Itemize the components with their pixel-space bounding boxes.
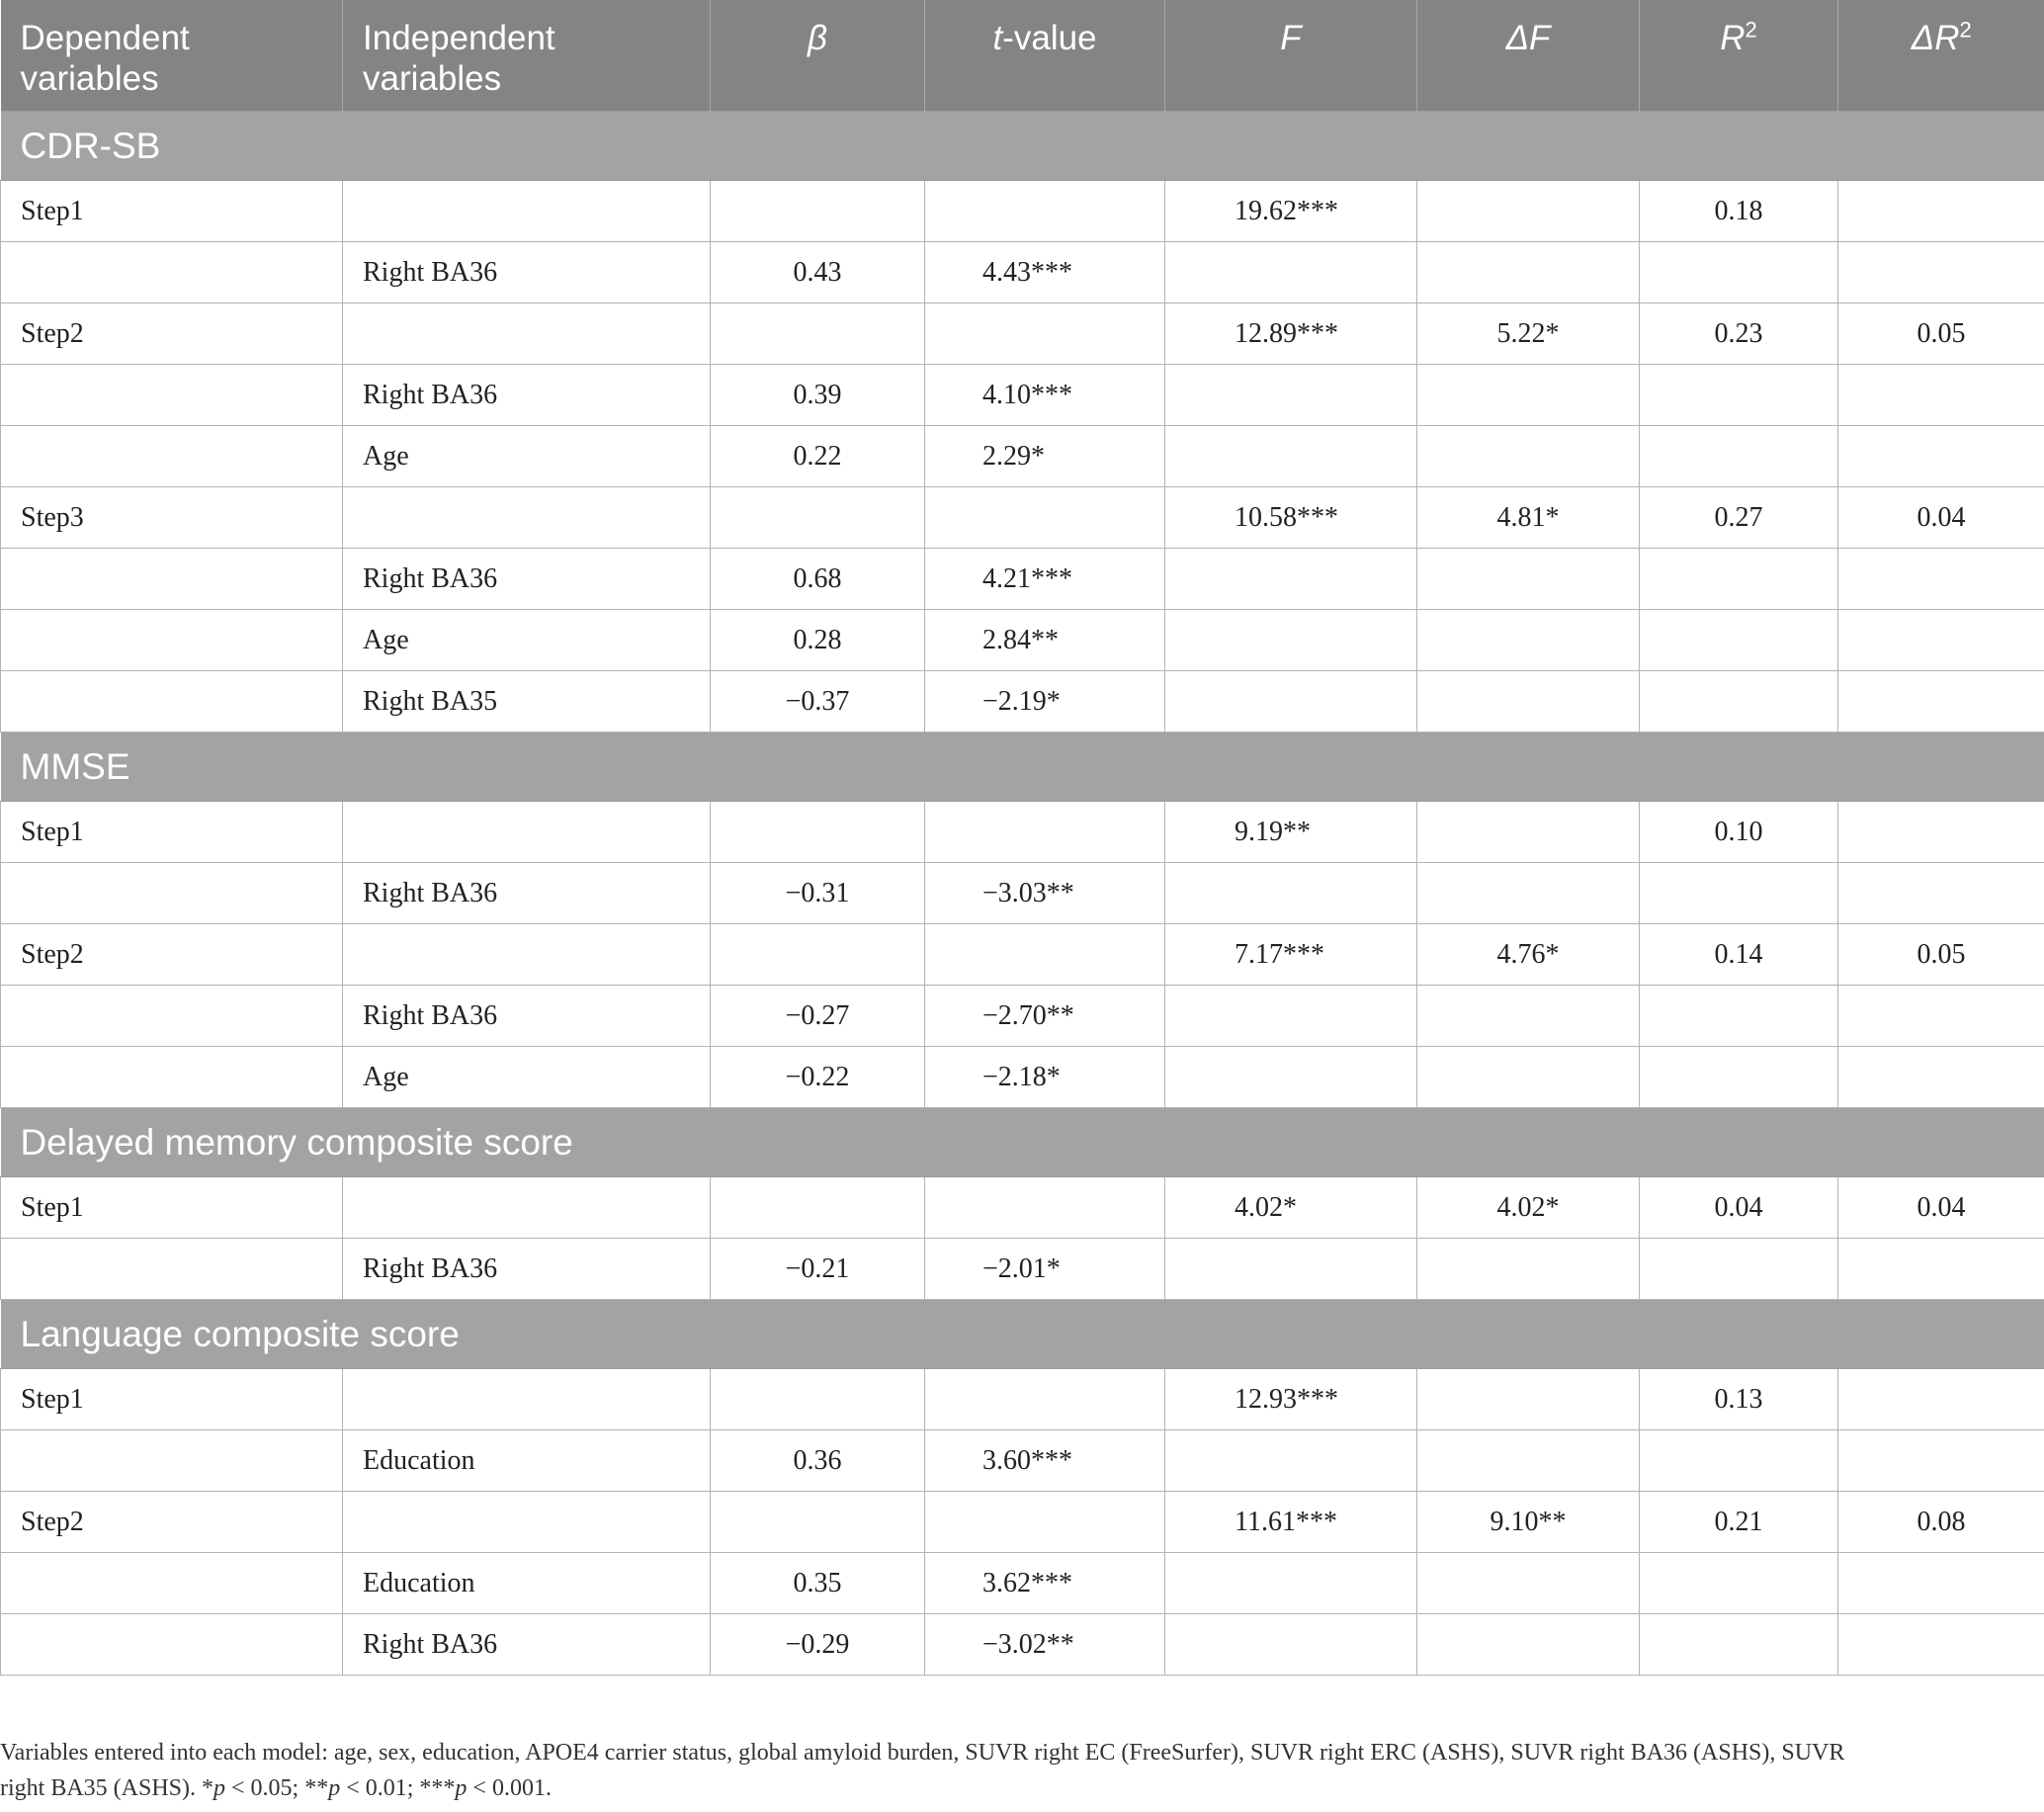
cell-dependent (1, 671, 343, 733)
footnote-part-a: right BA35 (ASHS). * (0, 1775, 214, 1801)
cell-f (1165, 242, 1417, 303)
cell-independent: Right BA35 (343, 671, 711, 733)
cell-delta-r2 (1838, 242, 2044, 303)
header-dependent-variables: Dependent variables (1, 0, 343, 112)
cell-delta-f (1417, 1369, 1640, 1430)
cell-beta: −0.31 (711, 863, 925, 924)
cell-delta-f: 4.76* (1417, 924, 1640, 986)
cell-beta (711, 1492, 925, 1553)
cell-delta-r2 (1838, 426, 2044, 487)
cell-dependent (1, 1047, 343, 1108)
cell-f (1165, 986, 1417, 1047)
cell-delta-f (1417, 671, 1640, 733)
cell-delta-f (1417, 1047, 1640, 1108)
cell-beta (711, 487, 925, 549)
cell-independent: Right BA36 (343, 986, 711, 1047)
cell-f (1165, 863, 1417, 924)
cell-beta: 0.68 (711, 549, 925, 610)
cell-delta-r2 (1838, 1239, 2044, 1300)
header-delta-r2 (1838, 0, 2044, 112)
cell-independent: Age (343, 1047, 711, 1108)
table-row (1, 1239, 2044, 1300)
cell-r2 (1640, 549, 1838, 610)
cell-dependent (1, 242, 343, 303)
cell-delta-r2 (1838, 863, 2044, 924)
cell-delta-f (1417, 610, 1640, 671)
cell-delta-f (1417, 242, 1640, 303)
cell-f (1165, 1047, 1417, 1108)
cell-f (1165, 1239, 1417, 1300)
cell-r2: 0.23 (1640, 303, 1838, 365)
cell-independent: Education (343, 1430, 711, 1492)
header-t-italic: t (992, 19, 1003, 57)
cell-delta-r2 (1838, 1553, 2044, 1614)
cell-t-value: 3.62*** (925, 1553, 1165, 1614)
cell-dependent (1, 1430, 343, 1492)
cell-delta-f: 4.81* (1417, 487, 1640, 549)
footnote-part-b: < 0.05; ** (225, 1775, 329, 1801)
header-t-value (925, 0, 1165, 112)
table-row (1, 986, 2044, 1047)
cell-f: 12.93*** (1165, 1369, 1417, 1430)
cell-f: 4.02* (1165, 1177, 1417, 1239)
table-row (1, 924, 2044, 986)
cell-r2 (1640, 426, 1838, 487)
cell-delta-r2 (1838, 549, 2044, 610)
header-t-rest: -value (1002, 19, 1097, 57)
section-header-row (1, 1300, 2044, 1369)
cell-f (1165, 1430, 1417, 1492)
cell-f (1165, 671, 1417, 733)
cell-independent: Age (343, 426, 711, 487)
cell-delta-f (1417, 802, 1640, 863)
cell-delta-r2 (1838, 1369, 2044, 1430)
cell-t-value: 3.60*** (925, 1430, 1165, 1492)
section-title: CDR-SB (1, 112, 2044, 181)
cell-r2: 0.21 (1640, 1492, 1838, 1553)
cell-dependent: Step1 (1, 181, 343, 242)
cell-beta (711, 802, 925, 863)
cell-dependent: Step3 (1, 487, 343, 549)
cell-delta-r2 (1838, 181, 2044, 242)
cell-delta-f: 9.10** (1417, 1492, 1640, 1553)
cell-delta-f (1417, 181, 1640, 242)
cell-dependent (1, 1239, 343, 1300)
cell-f (1165, 365, 1417, 426)
cell-r2: 0.14 (1640, 924, 1838, 986)
cell-delta-r2: 0.04 (1838, 1177, 2044, 1239)
cell-delta-r2 (1838, 1430, 2044, 1492)
cell-t-value (925, 1177, 1165, 1239)
header-delta-f (1417, 0, 1640, 112)
cell-t-value (925, 802, 1165, 863)
cell-t-value: 4.21*** (925, 549, 1165, 610)
cell-dependent (1, 365, 343, 426)
table-row (1, 181, 2044, 242)
cell-dependent (1, 986, 343, 1047)
cell-independent: Right BA36 (343, 863, 711, 924)
cell-independent: Right BA36 (343, 242, 711, 303)
cell-t-value (925, 924, 1165, 986)
cell-t-value: −2.18* (925, 1047, 1165, 1108)
table-row (1, 1047, 2044, 1108)
cell-dependent (1, 549, 343, 610)
cell-delta-f (1417, 863, 1640, 924)
cell-beta: −0.29 (711, 1614, 925, 1676)
table-footnote (0, 1735, 2044, 1806)
cell-dependent (1, 1553, 343, 1614)
cell-f: 10.58*** (1165, 487, 1417, 549)
section-title: Delayed memory composite score (1, 1108, 2044, 1177)
cell-r2: 0.18 (1640, 181, 1838, 242)
cell-beta: 0.39 (711, 365, 925, 426)
cell-delta-f (1417, 549, 1640, 610)
cell-delta-f (1417, 1239, 1640, 1300)
cell-dependent: Step2 (1, 1492, 343, 1553)
cell-t-value (925, 181, 1165, 242)
cell-r2 (1640, 986, 1838, 1047)
table-body (1, 112, 2044, 1676)
cell-t-value: −3.03** (925, 863, 1165, 924)
cell-t-value (925, 1369, 1165, 1430)
table-row (1, 303, 2044, 365)
footnote-line-2 (0, 1770, 2044, 1806)
cell-beta: 0.36 (711, 1430, 925, 1492)
header-delta-r2-sup: 2 (1959, 17, 1972, 43)
cell-dependent: Step1 (1, 1177, 343, 1239)
cell-t-value: −3.02** (925, 1614, 1165, 1676)
footnote-p-3: p (455, 1775, 468, 1801)
section-header-row (1, 733, 2044, 802)
cell-independent: Education (343, 1553, 711, 1614)
cell-dependent (1, 610, 343, 671)
cell-t-value (925, 487, 1165, 549)
cell-r2: 0.10 (1640, 802, 1838, 863)
cell-r2 (1640, 1614, 1838, 1676)
cell-independent (343, 924, 711, 986)
cell-beta (711, 181, 925, 242)
cell-independent: Right BA36 (343, 365, 711, 426)
cell-beta (711, 1177, 925, 1239)
header-delta-f-symbol: ΔF (1505, 19, 1551, 57)
table-row (1, 1553, 2044, 1614)
cell-beta: −0.27 (711, 986, 925, 1047)
cell-dependent: Step1 (1, 802, 343, 863)
cell-delta-f (1417, 365, 1640, 426)
cell-dependent: Step2 (1, 924, 343, 986)
cell-f (1165, 549, 1417, 610)
cell-delta-f (1417, 426, 1640, 487)
cell-t-value: −2.19* (925, 671, 1165, 733)
footnote-part-c: < 0.01; *** (340, 1775, 456, 1801)
header-f (1165, 0, 1417, 112)
cell-delta-r2 (1838, 1614, 2044, 1676)
cell-r2 (1640, 1430, 1838, 1492)
cell-delta-f (1417, 986, 1640, 1047)
table-row (1, 1177, 2044, 1239)
cell-dependent (1, 426, 343, 487)
cell-t-value: 4.43*** (925, 242, 1165, 303)
header-r2 (1640, 0, 1838, 112)
section-title: Language composite score (1, 1300, 2044, 1369)
table-row (1, 610, 2044, 671)
cell-r2: 0.27 (1640, 487, 1838, 549)
cell-r2 (1640, 242, 1838, 303)
cell-r2 (1640, 1553, 1838, 1614)
cell-independent (343, 1177, 711, 1239)
table-row (1, 242, 2044, 303)
cell-beta: 0.43 (711, 242, 925, 303)
cell-delta-r2 (1838, 1047, 2044, 1108)
cell-f (1165, 1614, 1417, 1676)
cell-beta (711, 1369, 925, 1430)
header-r2-base: R (1720, 19, 1746, 57)
cell-r2 (1640, 610, 1838, 671)
cell-f: 12.89*** (1165, 303, 1417, 365)
cell-r2 (1640, 863, 1838, 924)
cell-f: 7.17*** (1165, 924, 1417, 986)
cell-r2 (1640, 1047, 1838, 1108)
cell-dependent: Step2 (1, 303, 343, 365)
section-title: MMSE (1, 733, 2044, 802)
cell-delta-r2: 0.04 (1838, 487, 2044, 549)
cell-delta-r2 (1838, 365, 2044, 426)
cell-f: 19.62*** (1165, 181, 1417, 242)
table-row (1, 1430, 2044, 1492)
cell-t-value (925, 303, 1165, 365)
cell-t-value: 4.10*** (925, 365, 1165, 426)
table-row (1, 365, 2044, 426)
cell-beta (711, 303, 925, 365)
cell-independent (343, 1492, 711, 1553)
cell-independent (343, 487, 711, 549)
cell-r2 (1640, 1239, 1838, 1300)
cell-independent: Right BA36 (343, 1614, 711, 1676)
header-delta-r2-base: ΔR (1911, 19, 1960, 57)
cell-t-value: 2.29* (925, 426, 1165, 487)
cell-beta: −0.22 (711, 1047, 925, 1108)
header-beta-symbol: β (808, 19, 827, 57)
cell-delta-f (1417, 1614, 1640, 1676)
cell-delta-r2 (1838, 986, 2044, 1047)
footnote-p-2: p (328, 1775, 341, 1801)
table-row (1, 426, 2044, 487)
table-header-row (1, 0, 2044, 112)
cell-beta: 0.22 (711, 426, 925, 487)
cell-beta: 0.28 (711, 610, 925, 671)
table-row (1, 549, 2044, 610)
cell-f: 9.19** (1165, 802, 1417, 863)
table-row (1, 1614, 2044, 1676)
cell-dependent (1, 863, 343, 924)
section-header-row (1, 1108, 2044, 1177)
cell-independent (343, 802, 711, 863)
cell-delta-r2: 0.05 (1838, 303, 2044, 365)
cell-t-value (925, 1492, 1165, 1553)
footnote-part-d: < 0.001. (467, 1775, 552, 1801)
table-row (1, 671, 2044, 733)
cell-delta-r2 (1838, 671, 2044, 733)
cell-independent (343, 181, 711, 242)
cell-delta-r2: 0.05 (1838, 924, 2044, 986)
cell-delta-f (1417, 1553, 1640, 1614)
cell-beta: −0.21 (711, 1239, 925, 1300)
cell-beta: −0.37 (711, 671, 925, 733)
cell-dependent (1, 1614, 343, 1676)
cell-f (1165, 1553, 1417, 1614)
section-header-row (1, 112, 2044, 181)
header-independent-variables: Independent variables (343, 0, 711, 112)
cell-independent: Right BA36 (343, 549, 711, 610)
cell-r2: 0.13 (1640, 1369, 1838, 1430)
cell-delta-r2 (1838, 610, 2044, 671)
cell-delta-f: 4.02* (1417, 1177, 1640, 1239)
cell-delta-r2: 0.08 (1838, 1492, 2044, 1553)
cell-beta (711, 924, 925, 986)
table-row (1, 487, 2044, 549)
cell-dependent: Step1 (1, 1369, 343, 1430)
footnote-line-1: Variables entered into each model: age, sex, education, APOE4 carrier status, global amyloid burden, SUVR right EC (FreeSurfer), SUVR right ERC (ASHS), SUVR right BA36 (ASHS), SUVR (0, 1740, 1845, 1766)
table-row (1, 1492, 2044, 1553)
cell-r2 (1640, 365, 1838, 426)
table-row (1, 863, 2044, 924)
cell-delta-r2 (1838, 802, 2044, 863)
footnote-p-1: p (213, 1775, 226, 1801)
cell-f (1165, 610, 1417, 671)
table-row (1, 802, 2044, 863)
table-row (1, 1369, 2044, 1430)
header-f-symbol: F (1280, 19, 1302, 57)
cell-f (1165, 426, 1417, 487)
header-r2-sup: 2 (1745, 17, 1757, 43)
cell-independent (343, 303, 711, 365)
cell-delta-f: 5.22* (1417, 303, 1640, 365)
cell-t-value: 2.84** (925, 610, 1165, 671)
header-beta (711, 0, 925, 112)
cell-beta: 0.35 (711, 1553, 925, 1614)
cell-independent: Right BA36 (343, 1239, 711, 1300)
cell-independent: Age (343, 610, 711, 671)
cell-r2: 0.04 (1640, 1177, 1838, 1239)
cell-t-value: −2.01* (925, 1239, 1165, 1300)
cell-f: 11.61*** (1165, 1492, 1417, 1553)
cell-delta-f (1417, 1430, 1640, 1492)
cell-independent (343, 1369, 711, 1430)
cell-t-value: −2.70** (925, 986, 1165, 1047)
cell-r2 (1640, 671, 1838, 733)
